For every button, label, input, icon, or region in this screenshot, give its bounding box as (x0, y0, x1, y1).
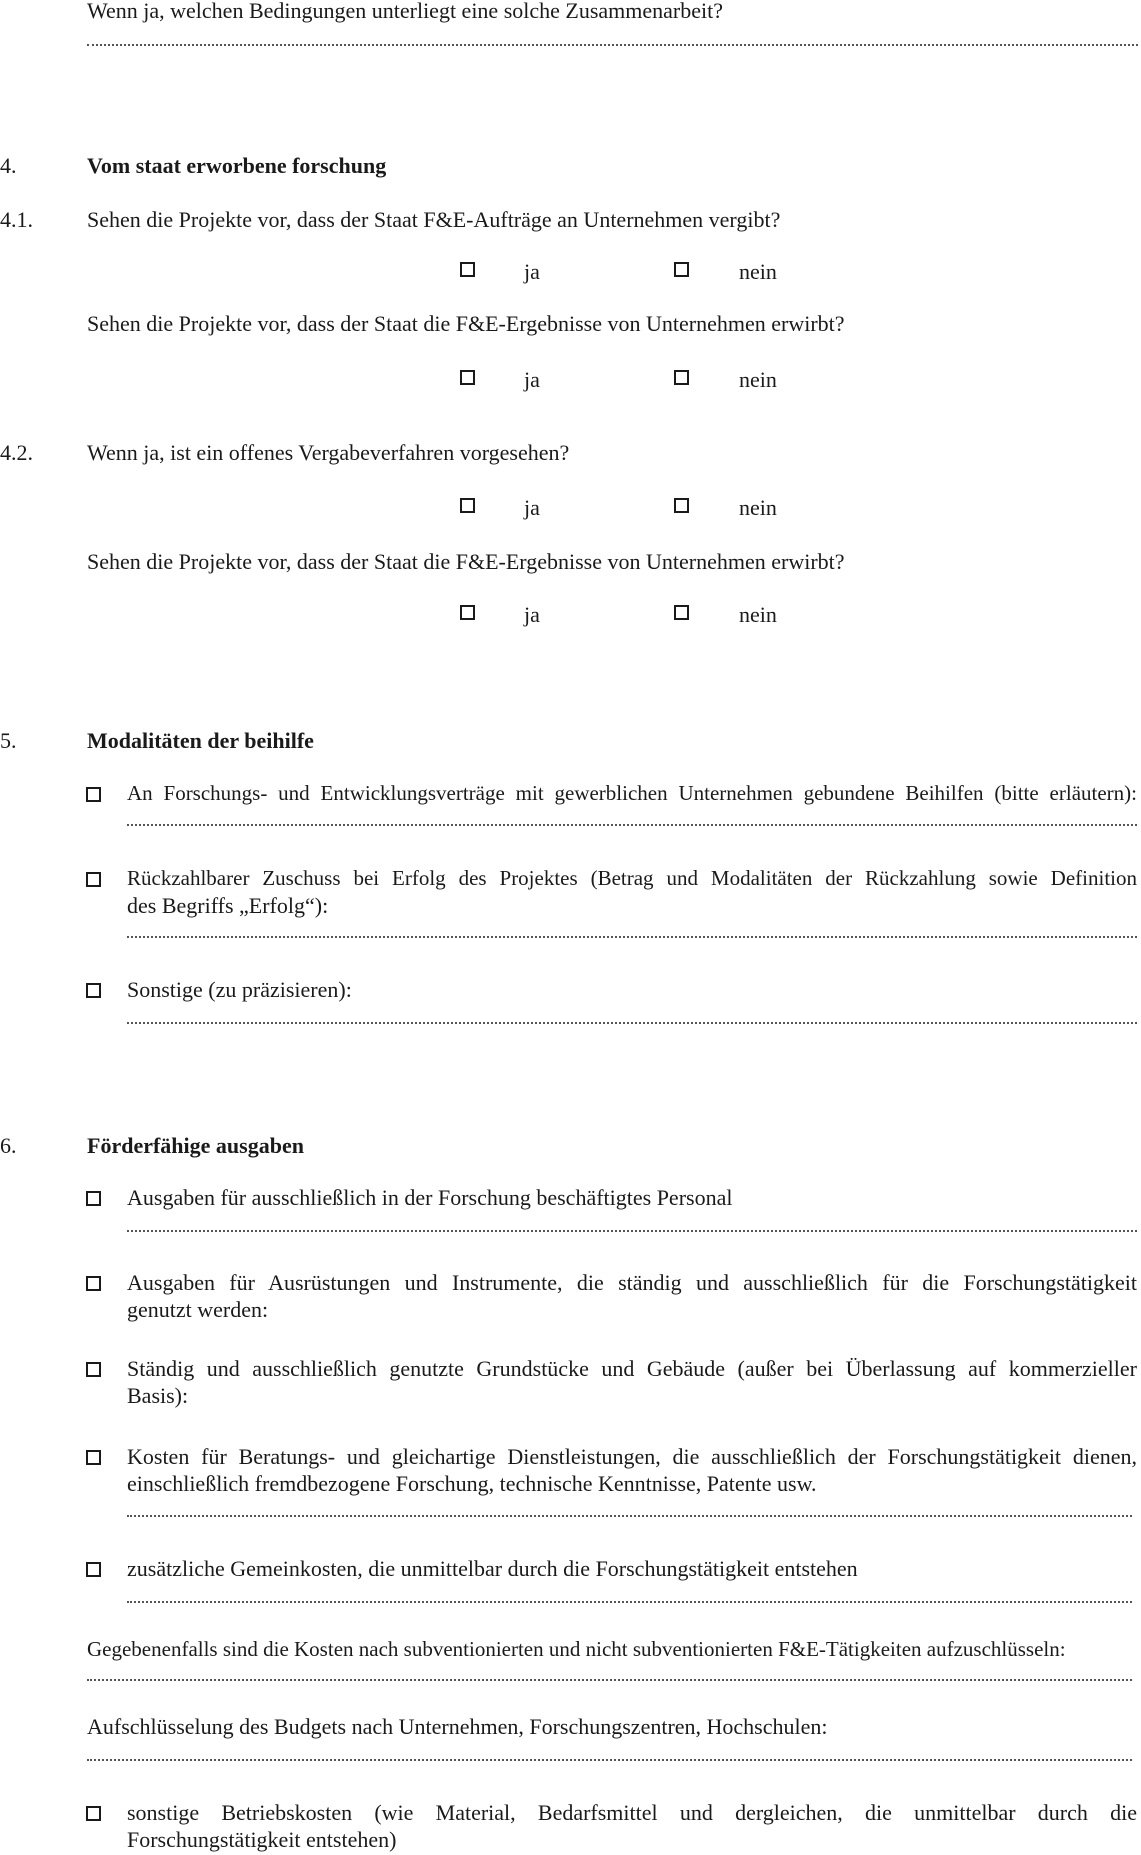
checkbox-4-2-nein[interactable] (674, 498, 689, 513)
option-6-personnel: Ausgaben für ausschließlich in der Forschung beschäftigtes Personal (127, 1185, 733, 1210)
option-6-consultancy-line2: einschließlich fremdbezogene Forschung, technische Kenntnisse, Patente usw. (127, 1471, 817, 1496)
answer-line[interactable] (127, 824, 1137, 826)
answer-line[interactable] (127, 936, 1137, 938)
option-6-equipment-line1: Ausgaben für Ausrüstungen und Instrumente, die ständig und ausschließlich für die Forschungstätigkeit (127, 1270, 1137, 1295)
question-4-2: Wenn ja, ist ein offenes Vergabeverfahren vorgesehen? (87, 440, 570, 465)
note-budget-breakdown: Aufschlüsselung des Budgets nach Unternehmen, Forschungszentren, Hochschulen: (87, 1714, 828, 1739)
label-ja: ja (524, 367, 540, 392)
option-6-equipment-line2: genutzt werden: (127, 1297, 269, 1322)
option-5-rd-contracts: An Forschungs- und Entwicklungsverträge mit gewerblichen Unternehmen gebundene Beihilfen (bitte erläutern): (127, 781, 1137, 805)
option-5-repayable-grant-line2: des Begriffs „Erfolg“): (127, 893, 329, 918)
checkbox-6-operating-costs[interactable] (86, 1806, 101, 1821)
label-nein: nein (739, 602, 777, 627)
option-6-consultancy-line1: Kosten für Beratungs- und gleichartige Dienstleistungen, die ausschließlich der Forschungstätigkeit dienen, (127, 1444, 1137, 1469)
question-4-1-number: 4.1. (0, 207, 33, 232)
section-4-number: 4. (0, 153, 17, 178)
option-5-other: Sonstige (zu präzisieren): (127, 977, 352, 1002)
label-nein: nein (739, 367, 777, 392)
checkbox-6-land-buildings[interactable] (86, 1362, 101, 1377)
checkbox-4-2-b-ja[interactable] (460, 605, 475, 620)
checkbox-6-overheads[interactable] (86, 1562, 101, 1577)
label-ja: ja (524, 259, 540, 284)
answer-line[interactable] (87, 1679, 1132, 1681)
section-4-title: Vom staat erworbene forschung (87, 153, 387, 178)
question-cooperation-conditions: Wenn ja, welchen Bedingungen unterliegt eine solche Zusammenarbeit? (87, 0, 724, 23)
answer-line[interactable] (87, 44, 1138, 46)
checkbox-6-personnel[interactable] (86, 1191, 101, 1206)
option-6-overheads: zusätzliche Gemeinkosten, die unmittelbar durch die Forschungstätigkeit entstehen (127, 1556, 858, 1581)
label-ja: ja (524, 602, 540, 627)
section-6-title: Förderfähige ausgaben (87, 1133, 304, 1158)
option-6-operating-costs-line1: sonstige Betriebskosten (wie Material, Bedarfsmittel und dergleichen, die unmittelbar durch die (127, 1800, 1137, 1825)
checkbox-4-2-ja[interactable] (460, 498, 475, 513)
question-4-2-number: 4.2. (0, 440, 33, 465)
question-4-2-b: Sehen die Projekte vor, dass der Staat die F&E-Ergebnisse von Unternehmen erwirbt? (87, 549, 845, 574)
section-6-number: 6. (0, 1133, 17, 1158)
answer-line[interactable] (127, 1022, 1137, 1024)
section-5-title: Modalitäten der beihilfe (87, 728, 314, 753)
checkbox-5-other[interactable] (86, 983, 101, 998)
label-nein: nein (739, 495, 777, 520)
checkbox-5-rd-contracts[interactable] (86, 787, 101, 802)
checkbox-6-consultancy[interactable] (86, 1450, 101, 1465)
question-4-1: Sehen die Projekte vor, dass der Staat F&E-Aufträge an Unternehmen vergibt? (87, 207, 781, 232)
option-5-repayable-grant-line1: Rückzahlbarer Zuschuss bei Erfolg des Projektes (Betrag und Modalitäten der Rückzahlung sowie Definition (127, 866, 1137, 890)
question-4-1-b: Sehen die Projekte vor, dass der Staat die F&E-Ergebnisse von Unternehmen erwirbt? (87, 311, 845, 336)
checkbox-5-repayable-grant[interactable] (86, 872, 101, 887)
option-6-operating-costs-line2: Forschungstätigkeit entstehen) (127, 1827, 397, 1852)
checkbox-4-1-ja[interactable] (460, 262, 475, 277)
checkbox-4-1-nein[interactable] (674, 262, 689, 277)
checkbox-4-2-b-nein[interactable] (674, 605, 689, 620)
option-6-land-buildings-line2: Basis): (127, 1383, 189, 1408)
answer-line[interactable] (127, 1230, 1137, 1232)
answer-line[interactable] (87, 1759, 1132, 1761)
section-5-number: 5. (0, 728, 17, 753)
checkbox-6-equipment[interactable] (86, 1276, 101, 1291)
checkbox-4-1-b-nein[interactable] (674, 370, 689, 385)
label-ja: ja (524, 495, 540, 520)
answer-line[interactable] (127, 1515, 1132, 1517)
option-6-land-buildings-line1: Ständig und ausschließlich genutzte Grundstücke und Gebäude (außer bei Überlassung auf kommerzieller (127, 1356, 1137, 1381)
checkbox-4-1-b-ja[interactable] (460, 370, 475, 385)
label-nein: nein (739, 259, 777, 284)
note-cost-breakdown: Gegebenenfalls sind die Kosten nach subventionierten und nicht subventionierten F&E-Tätigkeiten aufzuschlüsseln: (87, 1637, 1066, 1661)
answer-line[interactable] (127, 1601, 1132, 1603)
